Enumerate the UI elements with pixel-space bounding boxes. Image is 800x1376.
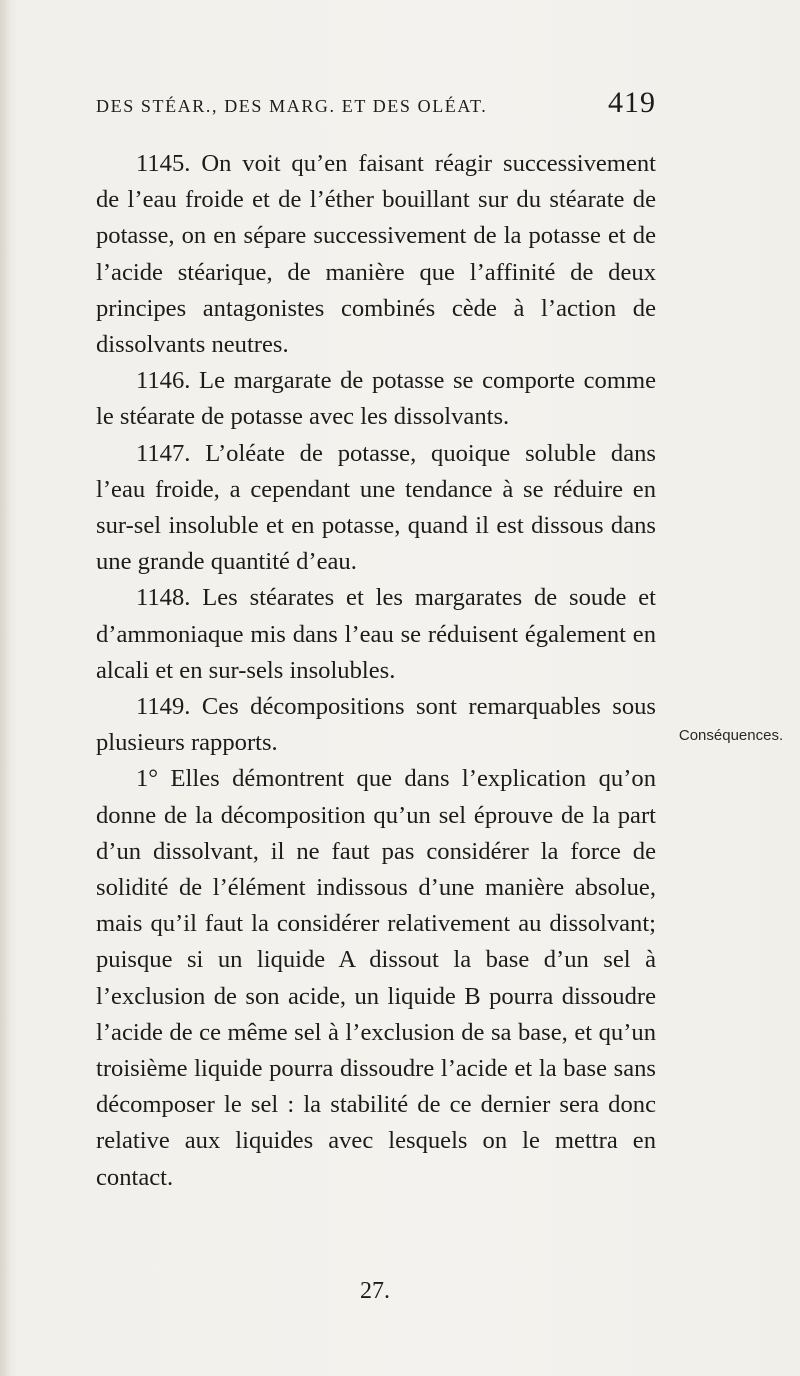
margin-note: Conséquences. xyxy=(678,727,784,744)
page-gutter-shadow xyxy=(0,0,10,1376)
page-number: 419 xyxy=(608,86,656,119)
signature-mark: 27. xyxy=(360,1278,390,1304)
paragraph-1149-point-1: 1° Elles démontrent que dans l’explication qu’on donne de la décomposition qu’un sel éprouve de la part d’un dissolvant, il ne faut pas considérer la force de solidité de l’élément indissous d’une manière absolue, mais qu’il faut la considérer relativement au dissolvant; puisque si un liquide A dissout la base d’un sel à l’exclusion de son acide, un liquide B pourra dissoudre l’acide de ce même sel à l’exclusion de sa base, et qu’un troisième liquide pourra dissoudre l’acide et la base sans décomposer le sel : la stabilité de ce dernier sera donc relative aux liquides avec lesquels on le mettra en contact. xyxy=(96,765,656,1191)
paragraph-1149: 1149. Ces décompositions sont remarquables sous plusieurs rapports. xyxy=(96,693,656,757)
paragraph-1148: 1148. Les stéarates et les margarates de soude et d’ammoniaque mis dans l’eau se réduisent également en alcali et en sur-sels insolubles. xyxy=(96,584,656,684)
paragraph-1146: 1146. Le margarate de potasse se comporte comme le stéarate de potasse avec les dissolvants. xyxy=(96,367,656,431)
body-text xyxy=(96,146,656,1196)
paragraph-1147: 1147. L’oléate de potasse, quoique soluble dans l’eau froide, a cependant une tendance à se réduire en sur-sel insoluble et en potasse, quand il est dissous dans une grande quantité d’eau. xyxy=(96,439,656,576)
running-title: DES STÉAR., DES MARG. ET DES OLÉAT. xyxy=(96,96,488,116)
page-header xyxy=(96,86,656,136)
paragraph-1145: 1145. On voit qu’en faisant réagir successivement de l’eau froide et de l’éther bouillant sur du stéarate de potasse, on en sépare successivement de la potasse et de l’acide stéarique, de manière que l’affinité de deux principes antagonistes combinés cède à l’action de dissolvants neutres. xyxy=(96,150,656,359)
